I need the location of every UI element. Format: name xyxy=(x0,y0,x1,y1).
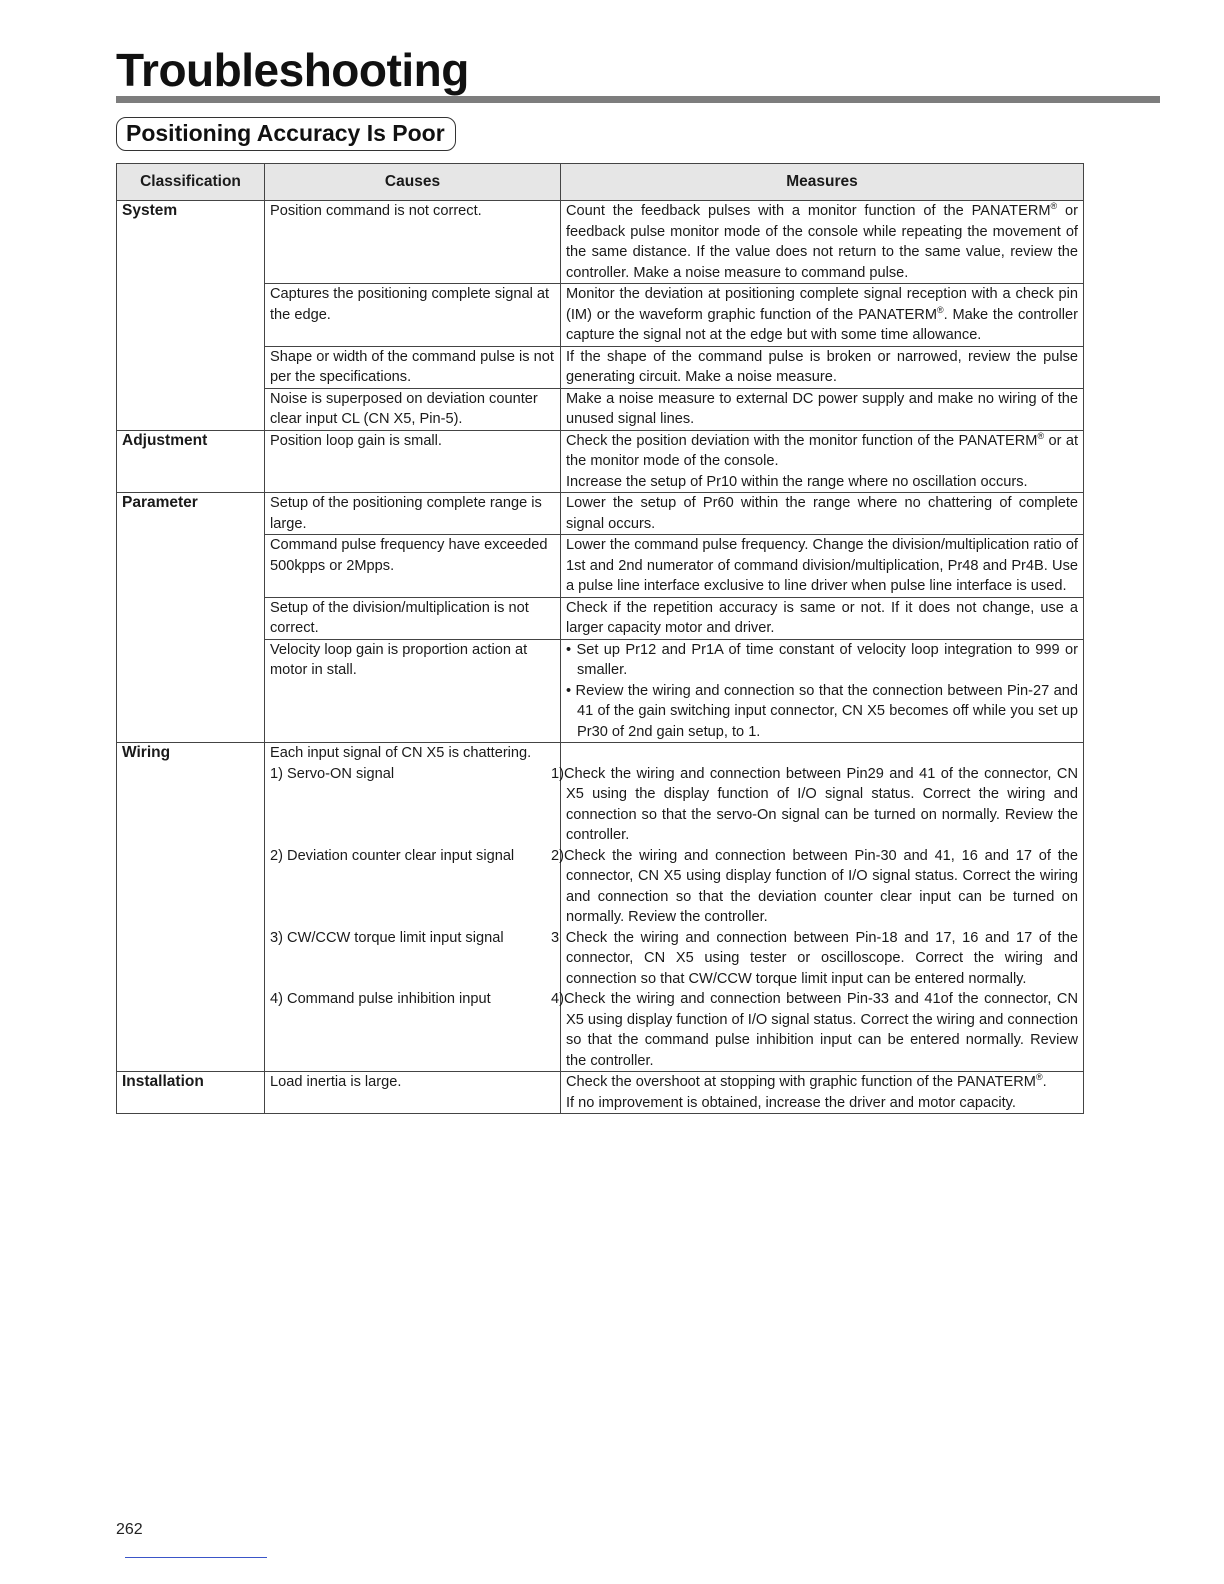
section-title: Positioning Accuracy Is Poor xyxy=(116,117,456,151)
cause-cell: Load inertia is large. xyxy=(265,1072,561,1114)
measure-cell: 1)Check the wiring and connection between Pin29 and 41 of the connector, CN X5 using the display function of I/O signal status. Correct the wiring and connection so that the servo-On signal can be turned on normally. Review the controller. xyxy=(561,764,1084,846)
table-row xyxy=(117,493,1084,535)
measure-cell: Count the feedback pulses with a monitor function of the PANATERM® or feedback pulse monitor mode of the console while repeating the movement of the same distance. If the value does not return to the same value, review the controller. Make a noise measure to command pulse. xyxy=(561,201,1084,284)
header-classification: Classification xyxy=(117,164,265,201)
table-row xyxy=(117,430,1084,493)
measure-cell: Lower the command pulse frequency. Change the division/multiplication ratio of 1st and 2nd numerator of command division/multiplication, Pr48 and Pr4B. Use a pulse line interface exclusive to line driver when pulse line interface is used. xyxy=(561,535,1084,598)
cause-cell: Setup of the division/multiplication is not correct. xyxy=(265,597,561,639)
header-measures: Measures xyxy=(561,164,1084,201)
measure-cell: Lower the setup of Pr60 within the range where no chattering of complete signal occurs. xyxy=(561,493,1084,535)
cause-cell: Command pulse frequency have exceeded 500kpps or 2Mpps. xyxy=(265,535,561,598)
cause-cell: Velocity loop gain is proportion action at motor in stall. xyxy=(265,639,561,743)
cause-cell: Captures the positioning complete signal at the edge. xyxy=(265,284,561,347)
cause-cell: 1) Servo-ON signal xyxy=(265,764,561,846)
classification-system: System xyxy=(117,201,265,431)
table-row xyxy=(117,743,1084,764)
table-row xyxy=(117,1072,1084,1114)
table-row xyxy=(117,201,1084,284)
measure-cell: 2)Check the wiring and connection between Pin-30 and 41, 16 and 17 of the connector, CN X5 using display function of I/O signal status. Correct the wiring and connection so that the deviation counter clear input can be turned on normally. Review the controller. xyxy=(561,846,1084,928)
cause-cell: 2) Deviation counter clear input signal xyxy=(265,846,561,928)
measure-cell xyxy=(561,639,1084,743)
cause-cell: Shape or width of the command pulse is not per the specifications. xyxy=(265,346,561,388)
cause-cell: 3) CW/CCW torque limit input signal xyxy=(265,928,561,990)
classification-adjustment: Adjustment xyxy=(117,430,265,493)
measure-bullet: • Review the wiring and connection so that the connection between Pin-27 and 41 of the gain switching input connector, CN X5 becomes off while you set up Pr30 of 2nd gain setup, to 1. xyxy=(566,682,1078,740)
measure-cell: 4)Check the wiring and connection between Pin-33 and 41of the connector, CN X5 using display function of I/O signal status. Correct the wiring and connection so that the command pulse inhibition input can be entered normally. Review the controller. xyxy=(561,989,1084,1072)
footer-rule xyxy=(125,1557,267,1558)
cause-cell: Setup of the positioning complete range is large. xyxy=(265,493,561,535)
measure-cell: Make a noise measure to external DC power supply and make no wiring of the unused signal lines. xyxy=(561,388,1084,430)
cause-cell: Each input signal of CN X5 is chattering. xyxy=(265,743,561,764)
classification-parameter: Parameter xyxy=(117,493,265,743)
cause-cell: Position loop gain is small. xyxy=(265,430,561,493)
troubleshooting-table xyxy=(116,163,1084,1114)
classification-wiring: Wiring xyxy=(117,743,265,1072)
cause-cell: 4) Command pulse inhibition input xyxy=(265,989,561,1072)
measure-cell: Monitor the deviation at positioning complete signal reception with a check pin (IM) or the waveform graphic function of the PANATERM®. Make the controller capture the signal not at the edge but with some time allowance. xyxy=(561,284,1084,347)
table-header-row xyxy=(117,164,1084,201)
page-title: Troubleshooting xyxy=(116,44,469,96)
cause-cell: Noise is superposed on deviation counter clear input CL (CN X5, Pin-5). xyxy=(265,388,561,430)
page-number: 262 xyxy=(116,1521,143,1538)
measure-cell: Check if the repetition accuracy is same or not. If it does not change, use a larger capacity motor and driver. xyxy=(561,597,1084,639)
measure-cell: If the shape of the command pulse is broken or narrowed, review the pulse generating circuit. Make a noise measure. xyxy=(561,346,1084,388)
measure-cell: Check the overshoot at stopping with graphic function of the PANATERM®. If no improvement is obtained, increase the driver and motor capacity. xyxy=(561,1072,1084,1114)
title-rule xyxy=(116,96,1160,103)
measure-bullet: • Set up Pr12 and Pr1A of time constant of velocity loop integration to 999 or smaller. xyxy=(566,641,1078,678)
classification-installation: Installation xyxy=(117,1072,265,1114)
cause-cell: Position command is not correct. xyxy=(265,201,561,284)
measure-cell: 3 Check the wiring and connection between Pin-18 and 17, 16 and 17 of the connector, CN X5 using tester or oscilloscope. Correct the wiring and connection so that CW/CCW torque limit input can be entered normally. xyxy=(561,928,1084,990)
measure-cell xyxy=(561,743,1084,764)
measure-cell: Check the position deviation with the monitor function of the PANATERM® or at the monitor mode of the console. Increase the setup of Pr10 within the range where no oscillation occurs. xyxy=(561,430,1084,493)
header-causes: Causes xyxy=(265,164,561,201)
